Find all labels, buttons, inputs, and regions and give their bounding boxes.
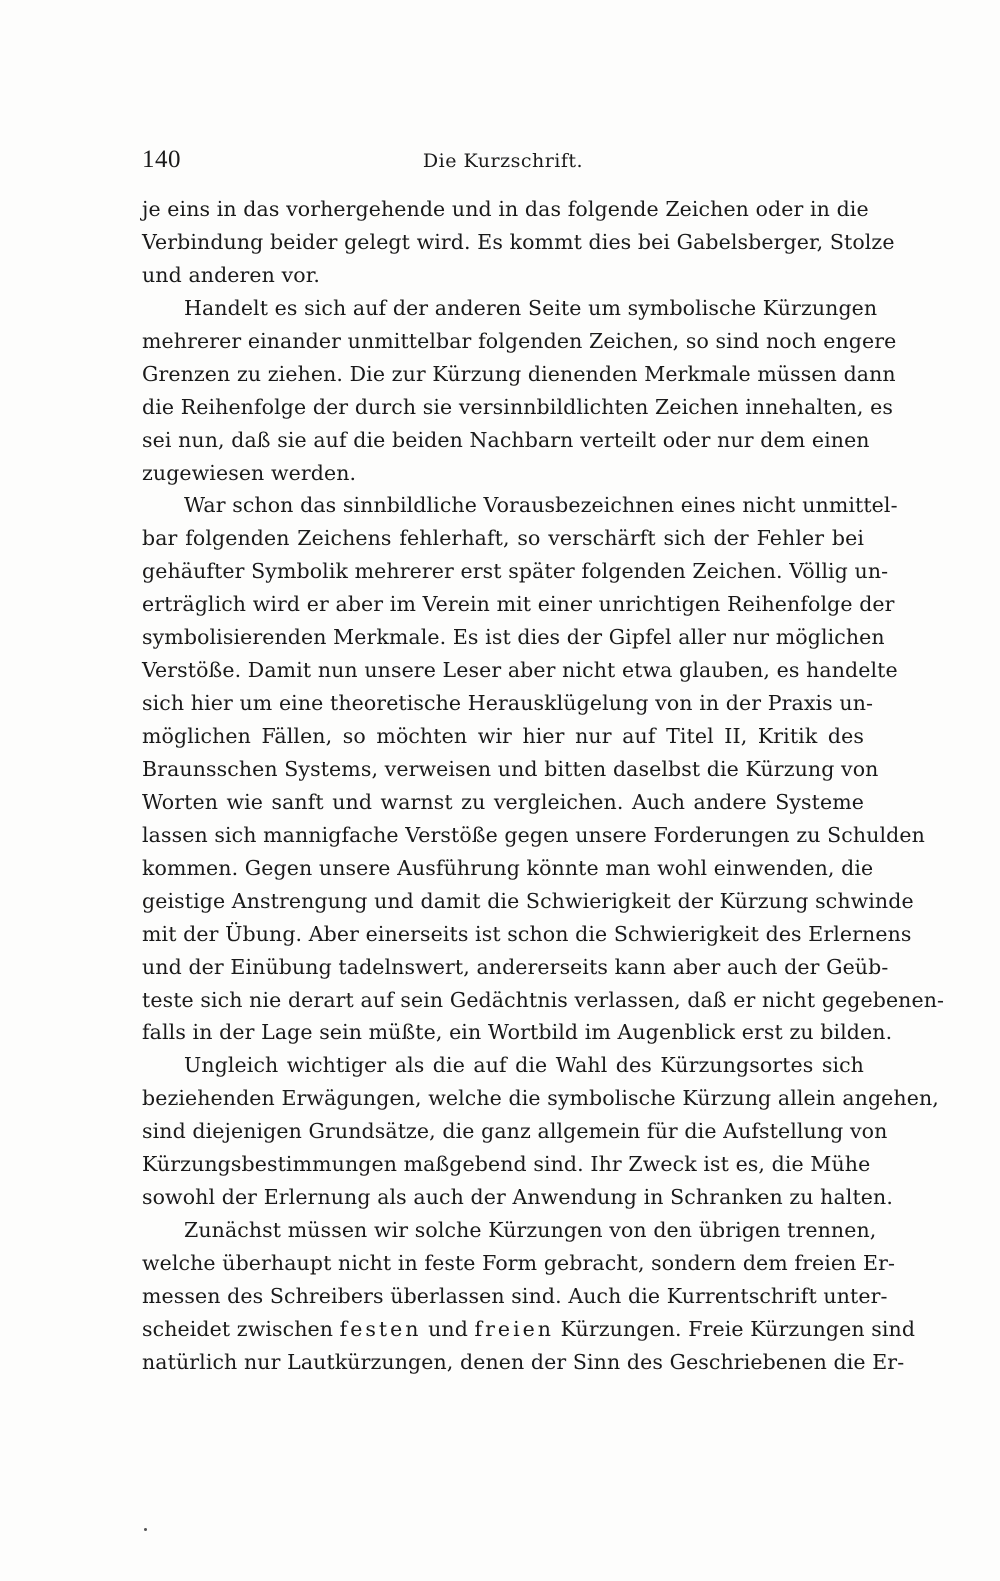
text-line: Worten wie sanft und warnst zu vergleichen. Auch andere Systeme (142, 789, 864, 814)
text-line: natürlich nur Lautkürzungen, denen der Sinn des Geschriebenen die Er- (142, 1349, 905, 1374)
text-segment: und (421, 1316, 475, 1341)
text-line: Kürzungsbestimmungen maßgebend sind. Ihr Zweck ist es, die Mühe (142, 1152, 871, 1177)
text-line: lassen sich mannigfache Verstöße gegen unsere Forderungen zu Schulden (142, 822, 925, 847)
text-line: kommen. Gegen unsere Ausführung könnte man wohl einwenden, die (142, 855, 874, 880)
text-segment: Kürzungen. Freie Kürzungen sind (553, 1316, 916, 1341)
spaced-word-festen: festen (339, 1316, 422, 1341)
paragraph-end-line: und anderen vor. (142, 262, 320, 287)
text-line: Braunsschen Systems, verweisen und bitten daselbst die Kürzung von (142, 756, 879, 781)
text-line: beziehenden Erwägungen, welche die symbolische Kürzung allein angehen, (142, 1086, 939, 1111)
paragraph-start-line: Ungleich wichtiger als die auf die Wahl des Kürzungsortes sich (184, 1053, 864, 1078)
paragraph-end-line: falls in der Lage sein müßte, ein Wortbild im Augenblick erst zu bilden. (142, 1020, 893, 1045)
text-line: die Reihenfolge der durch sie versinnbildlichten Zeichen innehalten, es (142, 394, 894, 419)
paragraph-start-line: Handelt es sich auf der anderen Seite um symbolische Kürzungen (184, 295, 878, 320)
text-line: sind diejenigen Grundsätze, die ganz allgemein für die Aufstellung von (142, 1119, 888, 1144)
running-title: Die Kurzschrift. (422, 150, 584, 172)
paragraph-start-line: War schon das sinnbildliche Vorausbezeichnen eines nicht unmittel- (184, 493, 898, 518)
text-line-with-spaced-words (142, 1313, 916, 1346)
text-line: messen des Schreibers überlassen sind. Auch die Kurrentschrift unter- (142, 1283, 888, 1308)
text-line: möglichen Fällen, so möchten wir hier nur auf Titel II, Kritik des (142, 724, 864, 748)
text-segment: scheidet zwischen (142, 1316, 340, 1341)
text-line: Grenzen zu ziehen. Die zur Kürzung dienenden Merkmale müssen dann (142, 361, 896, 386)
text-line: Verstöße. Damit nun unsere Leser aber nicht etwa glauben, es handelte (142, 658, 898, 683)
text-line: erträglich wird er aber im Verein mit einer unrichtigen Reihenfolge der (142, 592, 895, 617)
text-line: mit der Übung. Aber einerseits ist schon die Schwierigkeit des Erlernens (142, 921, 912, 946)
paragraph-end-line: sowohl der Erlernung als auch der Anwendung in Schranken zu halten. (142, 1185, 893, 1210)
page-number: 140 (142, 146, 181, 173)
text-line: Verbindung beider gelegt wird. Es kommt dies bei Gabelsberger, Stolze (142, 229, 895, 254)
spaced-word-freien: freien (474, 1316, 554, 1341)
body-text (142, 193, 945, 1379)
text-line: bar folgenden Zeichens fehlerhaft, so verschärft sich der Fehler bei (142, 526, 864, 551)
text-line: sei nun, daß sie auf die beiden Nachbarn verteilt oder nur dem einen (142, 427, 870, 452)
text-line: geistige Anstrengung und damit die Schwierigkeit der Kürzung schwinde (142, 888, 914, 913)
text-line: sich hier um eine theoretische Herausklügelung von in der Praxis un- (142, 691, 874, 716)
scan-speck (144, 1528, 147, 1531)
text-line: je eins in das vorhergehende und in das folgende Zeichen oder in die (142, 197, 869, 221)
text-line: und der Einübung tadelnswert, andererseits kann aber auch der Geüb- (142, 954, 889, 979)
paragraph-end-line: zugewiesen werden. (142, 460, 357, 485)
running-head (142, 146, 864, 178)
text-line: mehrerer einander unmittelbar folgenden Zeichen, so sind noch engere (142, 328, 897, 353)
text-line: welche überhaupt nicht in feste Form gebracht, sondern dem freien Er- (142, 1251, 896, 1275)
paragraph-start-line: Zunächst müssen wir solche Kürzungen von den übrigen trennen, (184, 1218, 877, 1243)
text-line: gehäufter Symbolik mehrerer erst später folgenden Zeichen. Völlig un- (142, 559, 889, 584)
text-line: symbolisierenden Merkmale. Es ist dies der Gipfel aller nur möglichen (142, 625, 885, 650)
text-line: teste sich nie derart auf sein Gedächtnis verlassen, daß er nicht gegebenen- (142, 987, 945, 1012)
